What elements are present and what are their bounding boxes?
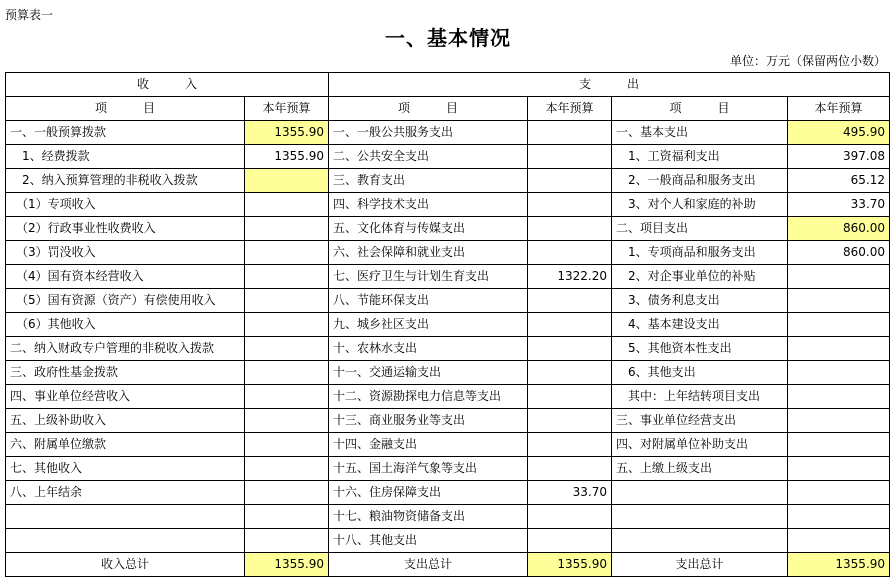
item-cell: 二、纳入财政专户管理的非税收入拨款 [6, 337, 245, 361]
item-cell: 七、其他收入 [6, 457, 245, 481]
item-cell: 二、项目支出 [612, 217, 788, 241]
budget-cell [788, 529, 890, 553]
item-cell: 三、教育支出 [329, 169, 528, 193]
item-cell: 十八、其他支出 [329, 529, 528, 553]
table-row [6, 337, 890, 361]
budget-cell [788, 361, 890, 385]
table-row [6, 433, 890, 457]
budget-cell [245, 457, 329, 481]
budget-cell [528, 505, 612, 529]
sheet-label: 预算表一 [5, 8, 54, 22]
budget-cell [245, 361, 329, 385]
item-cell: （3）罚没收入 [6, 241, 245, 265]
budget-cell: 33.70 [528, 481, 612, 505]
table-row [6, 169, 890, 193]
budget-cell [245, 337, 329, 361]
item-cell: 一、一般公共服务支出 [329, 121, 528, 145]
item-cell: 四、事业单位经营收入 [6, 385, 245, 409]
item-cell [612, 505, 788, 529]
budget-cell [788, 337, 890, 361]
table-row [6, 193, 890, 217]
item-cell: 2、一般商品和服务支出 [612, 169, 788, 193]
budget-cell [788, 481, 890, 505]
expense-total-label: 支出总计 [329, 553, 528, 577]
budget-cell: 33.70 [788, 193, 890, 217]
budget-cell [788, 313, 890, 337]
expense-header: 支 出 [329, 73, 890, 97]
item-cell: 十六、住房保障支出 [329, 481, 528, 505]
budget-cell [788, 409, 890, 433]
budget-cell [788, 433, 890, 457]
budget-cell: 1355.90 [245, 121, 329, 145]
budget-cell [788, 289, 890, 313]
budget-cell [245, 481, 329, 505]
budget-cell [528, 457, 612, 481]
table-row [6, 121, 890, 145]
budget-cell [245, 193, 329, 217]
budget-cell: 860.00 [788, 217, 890, 241]
item-cell: 九、城乡社区支出 [329, 313, 528, 337]
budget-cell [245, 505, 329, 529]
totals-row [6, 553, 890, 577]
budget-cell [788, 385, 890, 409]
item-cell: 3、债务利息支出 [612, 289, 788, 313]
budget-cell [528, 361, 612, 385]
table-row [6, 289, 890, 313]
item-cell: 六、社会保障和就业支出 [329, 241, 528, 265]
item-cell: 四、对附属单位补助支出 [612, 433, 788, 457]
item-cell: （2）行政事业性收费收入 [6, 217, 245, 241]
item-cell: （6）其他收入 [6, 313, 245, 337]
budget-cell: 65.12 [788, 169, 890, 193]
col-budget-header: 本年预算 [788, 97, 890, 121]
expense2-total-label: 支出总计 [612, 553, 788, 577]
item-cell: （5）国有资源（资产）有偿使用收入 [6, 289, 245, 313]
budget-cell [528, 193, 612, 217]
table-row [6, 409, 890, 433]
budget-cell [528, 217, 612, 241]
item-cell: 其中：上年结转项目支出 [612, 385, 788, 409]
item-cell: 六、附属单位缴款 [6, 433, 245, 457]
budget-cell [245, 529, 329, 553]
budget-cell [788, 505, 890, 529]
budget-cell: 860.00 [788, 241, 890, 265]
item-cell: 一、一般预算拨款 [6, 121, 245, 145]
item-cell: 十一、交通运输支出 [329, 361, 528, 385]
budget-cell [528, 409, 612, 433]
table-row [6, 145, 890, 169]
item-cell: 6、其他支出 [612, 361, 788, 385]
table-row [6, 217, 890, 241]
budget-cell [788, 457, 890, 481]
item-cell: 十四、金融支出 [329, 433, 528, 457]
table-row [6, 529, 890, 553]
item-cell: 4、基本建设支出 [612, 313, 788, 337]
item-cell [6, 505, 245, 529]
item-cell: 1、经费拨款 [6, 145, 245, 169]
item-cell: 1、工资福利支出 [612, 145, 788, 169]
item-cell: 五、文化体育与传媒支出 [329, 217, 528, 241]
budget-cell [528, 241, 612, 265]
item-cell: 十二、资源勘探电力信息等支出 [329, 385, 528, 409]
income-total-value: 1355.90 [245, 553, 329, 577]
table-row [6, 385, 890, 409]
budget-cell [245, 409, 329, 433]
budget-cell [245, 217, 329, 241]
budget-cell [528, 313, 612, 337]
page-title: 一、基本情况 [385, 26, 511, 50]
item-cell: 十三、商业服务业等支出 [329, 409, 528, 433]
budget-cell [528, 289, 612, 313]
item-cell [6, 529, 245, 553]
budget-cell [245, 289, 329, 313]
item-cell: 五、上缴上级支出 [612, 457, 788, 481]
col-item-header: 项 目 [6, 97, 245, 121]
table-row [6, 505, 890, 529]
col-budget-header: 本年预算 [245, 97, 329, 121]
expense2-total-value: 1355.90 [788, 553, 890, 577]
table-row [6, 313, 890, 337]
budget-cell [245, 385, 329, 409]
budget-table [5, 72, 890, 577]
budget-cell [245, 241, 329, 265]
item-cell: 一、基本支出 [612, 121, 788, 145]
budget-cell [245, 265, 329, 289]
item-cell: 七、医疗卫生与计划生育支出 [329, 265, 528, 289]
item-cell [612, 481, 788, 505]
item-cell: 2、纳入预算管理的非税收入拨款 [6, 169, 245, 193]
header-row-2 [6, 97, 890, 121]
item-cell: 1、专项商品和服务支出 [612, 241, 788, 265]
table-row [6, 361, 890, 385]
item-cell: 十七、粮油物资储备支出 [329, 505, 528, 529]
unit-note: 单位：万元（保留两位小数） [729, 54, 886, 68]
item-cell: 八、上年结余 [6, 481, 245, 505]
budget-cell [528, 337, 612, 361]
item-cell [612, 529, 788, 553]
col-budget-header: 本年预算 [528, 97, 612, 121]
budget-cell [245, 433, 329, 457]
col-item-header: 项 目 [612, 97, 788, 121]
item-cell: 三、事业单位经营支出 [612, 409, 788, 433]
budget-cell [528, 433, 612, 457]
item-cell: 四、科学技术支出 [329, 193, 528, 217]
budget-cell: 397.08 [788, 145, 890, 169]
budget-cell: 495.90 [788, 121, 890, 145]
col-item-header: 项 目 [329, 97, 528, 121]
item-cell: 3、对个人和家庭的补助 [612, 193, 788, 217]
item-cell: 十五、国土海洋气象等支出 [329, 457, 528, 481]
item-cell: 2、对企事业单位的补贴 [612, 265, 788, 289]
budget-cell [528, 145, 612, 169]
item-cell: 5、其他资本性支出 [612, 337, 788, 361]
item-cell: 五、上级补助收入 [6, 409, 245, 433]
item-cell: （1）专项收入 [6, 193, 245, 217]
item-cell: 八、节能环保支出 [329, 289, 528, 313]
budget-cell: 1355.90 [245, 145, 329, 169]
budget-cell [528, 529, 612, 553]
item-cell: 十、农林水支出 [329, 337, 528, 361]
item-cell: 二、公共安全支出 [329, 145, 528, 169]
item-cell: （4）国有资本经营收入 [6, 265, 245, 289]
budget-cell [528, 385, 612, 409]
income-total-label: 收入总计 [6, 553, 245, 577]
table-row [6, 265, 890, 289]
income-header: 收 入 [6, 73, 329, 97]
budget-cell [245, 169, 329, 193]
budget-cell [245, 313, 329, 337]
table-row [6, 241, 890, 265]
table-row [6, 481, 890, 505]
budget-cell [788, 265, 890, 289]
budget-cell [528, 169, 612, 193]
item-cell: 三、政府性基金拨款 [6, 361, 245, 385]
header-row-1 [6, 73, 890, 97]
expense-total-value: 1355.90 [528, 553, 612, 577]
budget-cell [528, 121, 612, 145]
budget-cell: 1322.20 [528, 265, 612, 289]
table-row [6, 457, 890, 481]
